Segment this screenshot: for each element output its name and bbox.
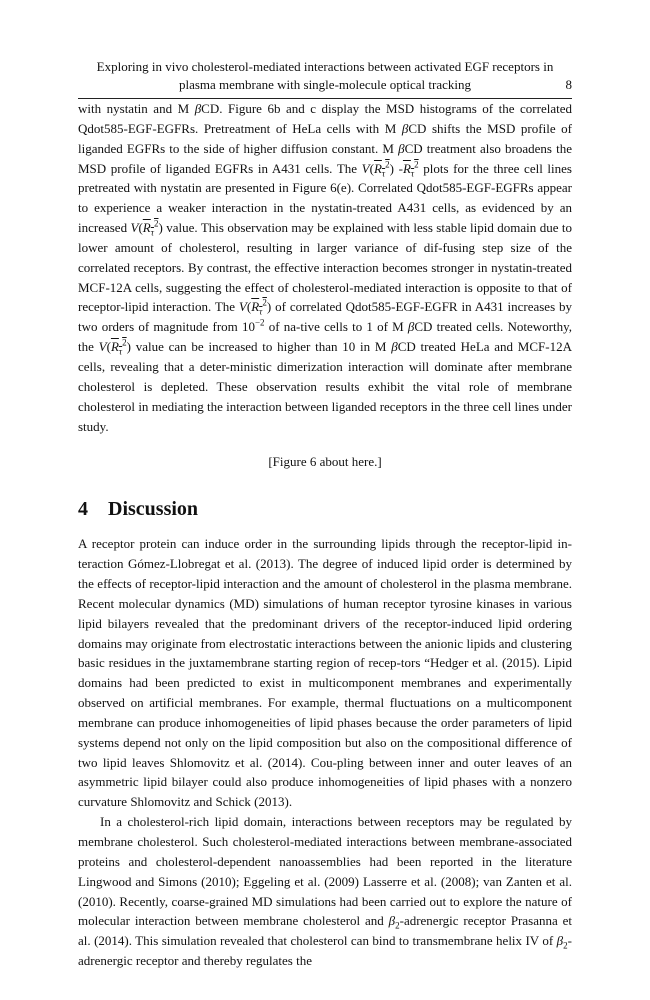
math-exponent: 2	[385, 159, 390, 170]
page-number: 8	[565, 77, 572, 92]
math-variance: $V(R_\tau^2)$	[130, 218, 163, 238]
text-run: CD treatment also broadens the MSD profile of liganded EGFRs in A431 cells. The	[78, 140, 572, 176]
text-run: value can be increased to higher than 10 in M	[130, 339, 392, 355]
beta-symbol: β	[556, 933, 564, 949]
subscript: 2	[563, 940, 568, 951]
math-exponent: 2	[122, 337, 127, 348]
beta-symbol: β	[388, 913, 396, 929]
beta-symbol: β	[391, 339, 398, 355]
math-r: R	[373, 160, 382, 176]
beta-symbol: β	[407, 319, 415, 335]
text-run: In a cholesterol-rich lipid domain, interactions between receptors may be regulated by membrane cholesterol. Such cholesterol-mediated interactions between membrane-associated proteins and cholesterol-dependent nanoassemblies had been reported in the literature Lingwood and Simons (2010); Eggeling et al. (2009) Lasserre et al. (2008); van Zanten et al. (2010). Recently, coarse-grained MD simulations had been carried out to explore the nature of molecular interaction between membrane cholesterol and	[78, 814, 572, 929]
math-exponent: 2	[262, 298, 267, 309]
math-r: R	[402, 160, 411, 176]
text-run: CD treated HeLa and MCF-12A cells, revealing that a deter-ministic dimerization interaction will dominate after membrane cholesterol is depleted. These observation results exhibit the vital role of membrane cholesterol in mediating the interaction between liganded receptors in the three cell lines under study.	[78, 339, 572, 434]
math-v: V	[98, 339, 107, 355]
math-overline-term	[373, 159, 390, 179]
math-tau: τ	[118, 346, 123, 357]
math-variance-minus-mean: $V(R_\tau^2)$ $-R_\tau^2$	[361, 159, 419, 179]
discussion-paragraph-2	[78, 812, 572, 971]
math-r: R	[110, 339, 119, 355]
math-tau: τ	[381, 168, 386, 179]
discussion-paragraph-1: A receptor protein can induce order in the surrounding lipids through the receptor-lipid in-teraction Gómez-Llobregat et al. (2013). The degree of induced lipid order is determined by the effects of receptor-lipid interaction and the amount of cholesterol in the plasma membrane. Recent molecular dynamics (MD) simulations of human receptor tyrosine kinases in various lipid bilayers revealed that the predominant drivers of the receptor-induced lipid ordering domains may originate from electrostatic interactions between the anionic lipids and clustering basic residues in the juxtamembrane starting region of recep-tors “Hedger et al. (2015). Lipid domains had been predicted to exist in multicomponent membranes and experimentally observed on artificial membranes. For example, thermal fluctuations on a multicomponent membrane can produce inhomogeneities of lipid phases because the order parameters of lipid systems depend not only on the lipid composition but also on the compositional difference of two lipid leaves Shlomovitz et al. (2014). Cou-pling between inner and outer leaves of an asymmetric lipid bilayer could also produce inhomogeneities of lipid phases with a nonzero curvature Shlomovitz and Schick (2013).	[78, 536, 572, 810]
running-header-line-2: plasma membrane with single-molecule optical tracking	[178, 77, 472, 92]
text-run: CD. Figure 6b and c display the MSD histograms of the correlated Qdot585-EGF-EGFRs. Pretreatment of HeLa cells with M	[78, 101, 572, 136]
beta-symbol: β	[398, 140, 405, 156]
text-run: CD shifts the MSD profile of liganded EGFRs to the side of higher diffusion constant. M	[78, 120, 572, 156]
math-tau: τ	[410, 168, 415, 179]
text-run: plots for the three cell lines pretreated with nystatin are presented in Figure 6(e). Correlated Qdot585-EGF-EGFRs appear to experience a weaker interaction in the nystatin-treated A431 cells, as evidenced by an increased	[78, 160, 572, 236]
running-header	[78, 58, 572, 94]
math-v: V	[361, 160, 370, 176]
text-run: value. This observation may be explained with less stable lipid domain due to lower amount of cholesterol, resulting in larger variance of dif-fusing step size of the correlated receptors. By contrast, the effective interaction becomes stronger in nystatin-treated MCF-12A cells, suggesting the effect of cholesterol-mediated interaction is opposite to that of receptor-lipid interaction. The	[78, 220, 572, 315]
text-run: of na-tive cells to 1 of M	[264, 319, 408, 335]
section-title: Discussion	[108, 498, 199, 521]
math-tau: τ	[259, 307, 263, 318]
running-header-line-1: Exploring in vivo cholesterol-mediated interactions between activated EGF receptors in	[96, 59, 554, 74]
text-run: CD treated cells. Noteworthy, the	[78, 319, 572, 355]
math-v: V	[130, 220, 139, 236]
math-overline-term	[402, 159, 419, 179]
document-page	[78, 58, 572, 971]
subscript: 2	[395, 920, 400, 931]
text-run: of correlated Qdot585-EGF-EGFR in A431 increases by two orders of magnitude from 10	[78, 299, 573, 335]
text-run: -adrenergic receptor and thereby regulates the	[78, 933, 572, 969]
math-exponent: 2	[153, 218, 159, 229]
math-variance: $V(R_\tau^2)$	[238, 298, 272, 318]
math-minus: -	[393, 160, 403, 176]
math-tau: τ	[150, 227, 154, 238]
math-v: V	[238, 299, 247, 315]
section-number: 4	[78, 498, 88, 521]
math-overline-term	[251, 298, 267, 318]
results-paragraph	[78, 99, 572, 436]
text-run: with nystatin and M	[78, 101, 195, 116]
math-r: R	[142, 220, 151, 236]
math-exponent: 2	[414, 159, 419, 170]
section-heading	[78, 496, 572, 522]
text-run: -adrenergic receptor Prasanna et al. (2014). This simulation revealed that cholesterol can bind to transmembrane helix IV of	[78, 913, 572, 949]
math-variance: $V(R_\tau^2)$	[98, 337, 131, 357]
figure-placeholder: [Figure 6 about here.]	[268, 454, 382, 470]
exponent: −2	[254, 317, 265, 328]
beta-symbol: β	[401, 120, 409, 136]
beta-symbol: β	[194, 101, 202, 116]
math-r: R	[251, 299, 260, 315]
